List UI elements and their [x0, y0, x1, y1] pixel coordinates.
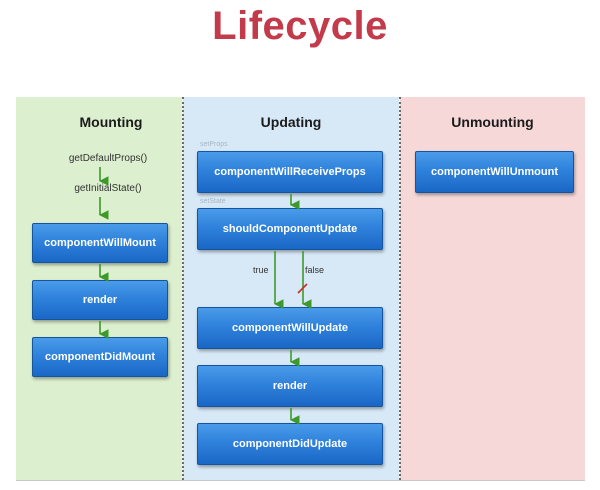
- component-will-receive-props-box: componentWillReceiveProps: [197, 151, 383, 193]
- mount-render-box: render: [32, 280, 168, 320]
- mounting-heading: Mounting: [79, 114, 143, 130]
- component-did-mount-box: componentDidMount: [32, 337, 168, 377]
- true-branch-label: true: [253, 265, 269, 275]
- should-component-update-box: shouldComponentUpdate: [197, 208, 383, 250]
- false-branch-label: false: [305, 265, 325, 275]
- page-title: Lifecycle: [212, 4, 388, 48]
- get-default-props-label: getDefaultProps(): [68, 153, 148, 164]
- component-did-update-box: componentDidUpdate: [197, 423, 383, 465]
- lifecycle-diagram: [16, 97, 585, 481]
- set-state-label: setState: [200, 198, 226, 205]
- component-will-mount-box: componentWillMount: [32, 223, 168, 263]
- set-props-label: setProps: [200, 141, 228, 148]
- component-will-unmount-box: componentWillUnmount: [415, 151, 574, 193]
- component-will-update-box: componentWillUpdate: [197, 307, 383, 349]
- updating-heading: Updating: [260, 114, 322, 130]
- unmounting-heading: Unmounting: [451, 114, 534, 130]
- get-initial-state-label: getInitialState(): [74, 183, 142, 194]
- flow-arrows: [16, 97, 585, 480]
- update-render-box: render: [197, 365, 383, 407]
